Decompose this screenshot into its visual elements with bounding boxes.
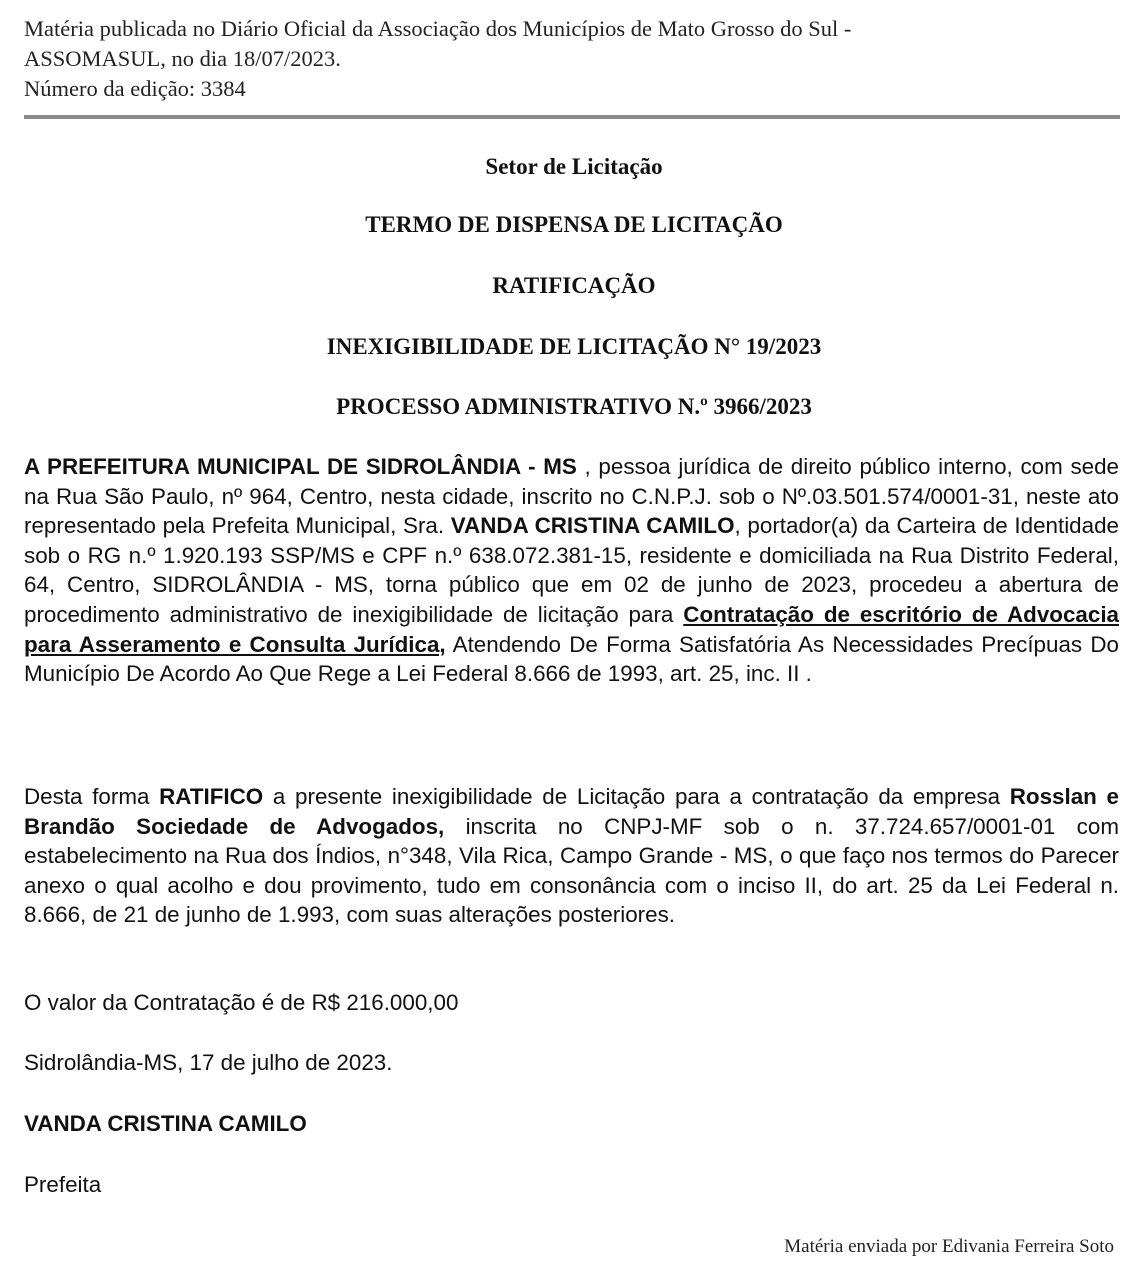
paragraph-text: Atendendo De Forma Satisfatória As Necessidades Precípuas Do Município De Acordo Ao Que Rege a Lei Federal 8.666 de 1993, art. 25, inc. II . <box>24 631 1119 687</box>
edition-number: Número da edição: 3384 <box>24 76 246 101</box>
paragraph-text: inscrita no CNPJ-MF sob o n. 37.724.657/0001-01 com estabelecimento na Rua dos Índios, n°348, Vila Rica, Campo Grande - MS, o que faço nos termos do Parecer anexo o qual acolho e dou provimento, tudo em consonância com o inciso II, do art. 25 da Lei Federal n. 8.666, de 21 de junho de 1.993, com suas alterações posteriores. <box>24 813 1119 928</box>
ratification-heading: RATIFICAÇÃO <box>492 273 656 298</box>
term-heading: TERMO DE DISPENSA DE LICITAÇÃO <box>365 212 783 237</box>
place-date: Sidrolândia-MS, 17 de julho de 2023. <box>24 1050 393 1075</box>
header-divider <box>24 115 1120 119</box>
header-line-1: Matéria publicada no Diário Oficial da Associação dos Municípios de Mato Grosso do Sul - <box>24 16 852 41</box>
contract-object: Contratação de escritório de Advocacia para Asseramento e Consulta Jurídica, <box>24 601 1119 657</box>
paragraph-text: , pessoa jurídica de direito público interno, com sede na Rua São Paulo, nº 964, Centro, nesta cidade, inscrito no C.N.P.J. sob o Nº.03.501.574/0001-31, neste ato representado pela Prefeita Municipal, Sra. <box>24 454 1120 539</box>
inexigibility-heading: INEXIGIBILIDADE DE LICITAÇÃO N° 19/2023 <box>326 334 822 359</box>
header-line-2: ASSOMASUL, no dia 18/07/2023. <box>24 46 341 71</box>
company-name: Rosslan e Brandão Sociedade de Advogados, <box>24 784 1120 839</box>
sender-footer: Matéria enviada por Edivania Ferreira Soto <box>784 1236 1114 1257</box>
signatory-name: VANDA CRISTINA CAMILO <box>24 1111 307 1136</box>
paragraph-text: a presente inexigibilidade de Licitação para a contratação da empresa <box>263 784 1010 809</box>
process-heading: PROCESSO ADMINISTRATIVO N.º 3966/2023 <box>336 394 812 419</box>
contract-value: O valor da Contratação é de R$ 216.000,00 <box>24 990 459 1015</box>
mayor-name: VANDA CRISTINA CAMILO <box>450 513 735 539</box>
entity-name: A PREFEITURA MUNICIPAL DE SIDROLÂNDIA - MS <box>24 454 577 479</box>
paragraph-ratification <box>24 782 1119 930</box>
paragraph-text: Desta forma <box>24 784 160 809</box>
paragraph-announcement <box>24 452 1119 689</box>
paragraph-text: , portador(a) da Carteira de Identidade sob o RG n.º 1.920.193 SSP/MS e CPF n.º 638.072.381-15, residente e domiciliada na Rua Distrito Federal, 64, Centro, SIDROLÂNDIA - MS, torna público que em 02 de junho de 2023, procedeu a abertura de procedimento administrativo de inexigibilidade de licitação para <box>24 513 1119 627</box>
ratifico-word: RATIFICO <box>159 784 264 809</box>
publication-header <box>24 14 1124 104</box>
signatory-role: Prefeita <box>24 1172 102 1197</box>
sector-heading: Setor de Licitação <box>485 154 663 179</box>
